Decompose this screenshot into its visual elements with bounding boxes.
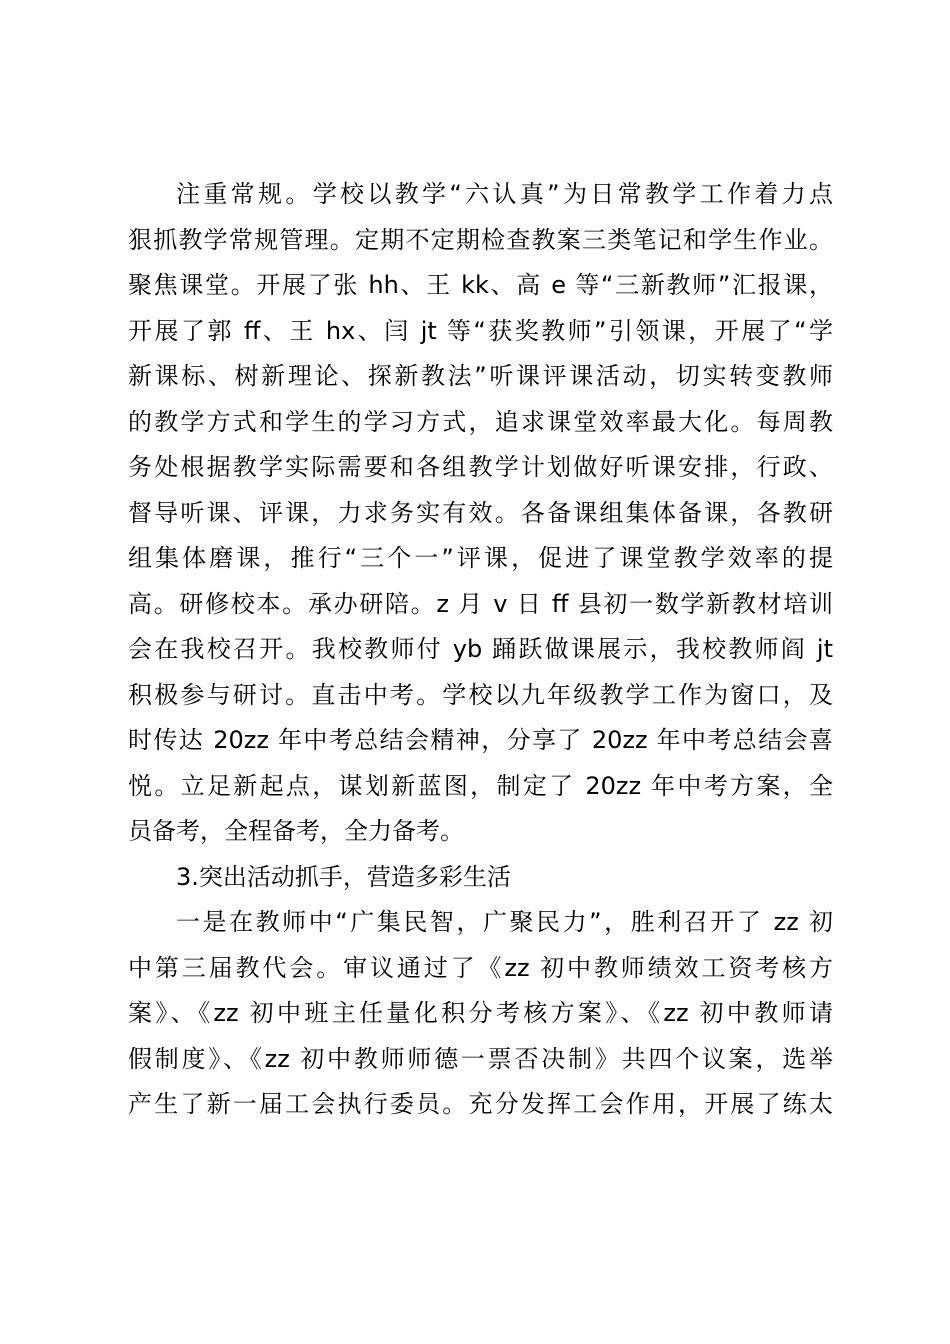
text-line: 督导听课、评课，力求务实有效。各备课组集体备课，各教研 bbox=[128, 498, 833, 527]
text-line: 悦。立足新起点，谋划新蓝图，制定了 20zz 年中考方案，全 bbox=[128, 771, 833, 800]
text-line: 会在我校召开。我校教师付 yb 踊跃做课展示，我校教师阎 jt bbox=[128, 635, 833, 663]
paragraph-teaching-routine bbox=[128, 172, 833, 855]
section-heading bbox=[128, 855, 833, 901]
text-line: 狠抓教学常规管理。定期不定期检查教案三类笔记和学生作业。 bbox=[128, 225, 833, 254]
text-line: 务处根据教学实际需要和各组教学计划做好听课安排，行政、 bbox=[128, 453, 833, 481]
text-line: 新课标、树新理论、探新教法”听课评课活动，切实转变教师 bbox=[128, 362, 833, 390]
text-line: 注重常规。学校以教学“六认真”为日常教学工作着力点 bbox=[176, 180, 833, 208]
text-line: 员备考，全程备考，全力备考。 bbox=[128, 817, 464, 845]
text-line: 的教学方式和学生的学习方式，追求课堂效率最大化。每周教 bbox=[128, 407, 833, 436]
text-line: 时传达 20zz 年中考总结会精神，分享了 20zz 年中考总结会喜 bbox=[128, 726, 833, 754]
text-line: 一是在教师中“广集民智，广聚民力”，胜利召开了 zz 初 bbox=[176, 908, 833, 936]
text-line: 积极参与研讨。直击中考。学校以九年级教学工作为窗口，及 bbox=[128, 680, 833, 709]
heading-line: 3.突出活动抓手，营造多彩生活 bbox=[176, 862, 511, 891]
text-line: 案》、《zz 初中班主任量化积分考核方案》、《zz 初中教师请 bbox=[128, 999, 833, 1027]
text-line: 高。研修校本。承办研陪。z 月 v 日 ff 县初一数学新教材培训 bbox=[128, 589, 833, 618]
text-line: 聚焦课堂。开展了张 hh、王 kk、高 e 等“三新教师”汇报课， bbox=[128, 271, 833, 299]
paragraph-activities bbox=[128, 900, 833, 1128]
text-line: 开展了郭 ff、王 hx、闫 jt 等“获奖教师”引领课，开展了“学 bbox=[128, 316, 833, 345]
text-line: 假制度》、《zz 初中教师师德一票否决制》共四个议案，选举 bbox=[128, 1044, 833, 1073]
text-line: 中第三届教代会。审议通过了《zz 初中教师绩效工资考核方 bbox=[128, 953, 833, 982]
text-line: 组集体磨课，推行“三个一”评课，促进了课堂教学效率的提 bbox=[128, 544, 833, 572]
text-line: 产生了新一届工会执行委员。充分发挥工会作用，开展了练太 bbox=[128, 1090, 833, 1118]
document-page bbox=[128, 172, 833, 1128]
